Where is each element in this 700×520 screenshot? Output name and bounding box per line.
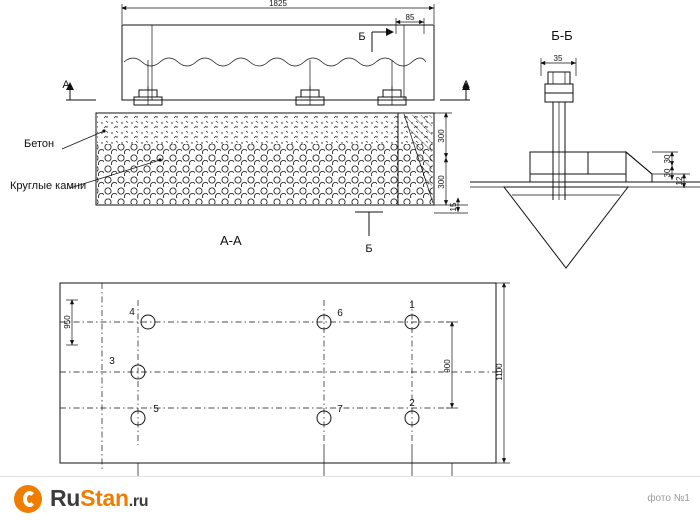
dimension-heights — [434, 113, 468, 213]
bolt-number-1: 1 — [409, 300, 415, 311]
section-label-a-left: А — [62, 79, 70, 91]
watermark-text-2: Stan — [80, 485, 129, 511]
photo-caption: фото №1 — [647, 493, 690, 504]
plan-bolt-4 — [129, 307, 155, 329]
dim-plan-900-label: 900 — [443, 359, 452, 373]
stone-fill-cone — [504, 187, 628, 268]
concrete-foundation-block — [96, 113, 434, 205]
section-marker-b-bottom — [355, 212, 383, 255]
dim-overall-label: 1825 — [269, 0, 287, 8]
view-plan — [60, 283, 510, 508]
bolt-head-detail — [545, 72, 573, 200]
dimension-35 — [541, 54, 576, 76]
watermark-text — [50, 485, 148, 512]
dim-plan-1100-label: 1100 — [495, 363, 504, 381]
dim-85-label: 85 — [405, 13, 415, 22]
dim-bb-r2-label: 30 — [663, 168, 672, 178]
caption-section-bb: Б-Б — [551, 28, 573, 43]
watermark-text-1: Ru — [50, 485, 81, 511]
dim-bb-r1-label: 30 — [663, 154, 672, 164]
section-label-b-top: Б — [358, 31, 366, 43]
dim-plan-950-label: 950 — [63, 315, 72, 329]
plan-bolt-5 — [131, 404, 159, 425]
plan-bolt-2 — [405, 398, 419, 425]
dim-height-1-label: 300 — [437, 129, 446, 143]
dim-height-2-label: 300 — [437, 175, 446, 189]
rustan-logo-icon — [14, 485, 42, 513]
section-marker-a-left — [62, 79, 96, 100]
section-marker-b-top — [358, 28, 394, 52]
plan-bolt-6 — [317, 308, 343, 329]
view-top-elevation — [10, 0, 470, 255]
anchor-bolt-assembly — [378, 60, 406, 105]
view-section-bb — [470, 28, 700, 268]
bolt-number-7: 7 — [337, 404, 343, 415]
section-label-b-bottom: Б — [365, 243, 373, 255]
bolt-number-5: 5 — [153, 404, 159, 415]
dimension-plan-900 — [443, 322, 458, 408]
dim-height-3-label: 15 — [449, 202, 458, 212]
bolt-number-3: 3 — [109, 356, 115, 367]
dimension-plan-950 — [63, 300, 78, 345]
section-marker-a-right — [440, 79, 470, 100]
watermark-text-3: .ru — [128, 493, 149, 510]
plan-bolt-3 — [109, 356, 145, 379]
ground-line — [470, 182, 700, 187]
anchor-bolt-assembly — [134, 60, 162, 105]
dimension-overall-1825 — [122, 0, 434, 24]
anchor-bolt-assembly — [296, 60, 324, 105]
dimension-plan-1100 — [495, 283, 510, 463]
plan-bolt-1 — [405, 300, 419, 329]
dimension-85 — [396, 13, 424, 34]
bolt-number-6: 6 — [337, 308, 343, 319]
plan-bolt-7 — [317, 404, 343, 425]
anchor-bolt-group-elevation — [134, 60, 406, 105]
caption-section-aa: А-А — [220, 233, 242, 248]
watermark-bar — [0, 476, 700, 520]
section-label-a-right: А — [462, 79, 470, 91]
bolt-number-2: 2 — [409, 398, 415, 409]
label-concrete: Бетон — [24, 138, 55, 150]
dim-35-label: 35 — [553, 54, 563, 63]
dimension-section-bb-right — [652, 152, 690, 188]
callout-concrete — [24, 129, 106, 150]
upper-slab-body — [122, 25, 434, 100]
base-plate-detail — [530, 152, 652, 182]
label-round-stones-line1: Круглые камни — [10, 180, 87, 192]
bolt-number-4: 4 — [129, 307, 135, 318]
dim-bb-r3-label: 12 — [675, 176, 684, 186]
